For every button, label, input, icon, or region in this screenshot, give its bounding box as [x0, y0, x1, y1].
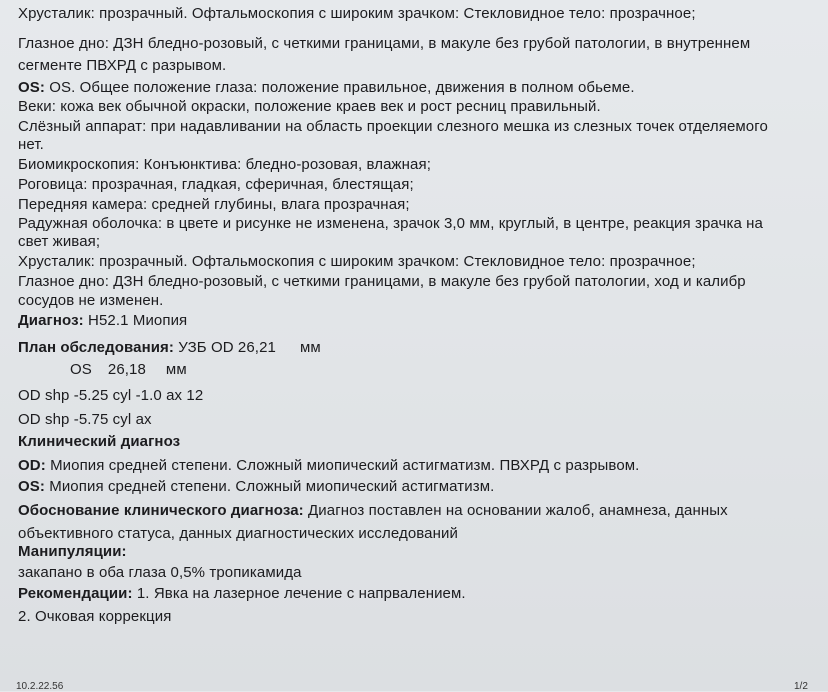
manipulations-heading: Манипуляции:: [18, 543, 127, 560]
lens-exam-line: Хрусталик: прозрачный. Офтальмоскопия с широким зрачком: Стекловидное тело: прозрачное;: [18, 5, 696, 22]
exam-plan-line: [18, 339, 321, 357]
exam-plan-label: План обследования:: [18, 339, 175, 356]
recommendations-label: Рекомендации:: [18, 585, 133, 602]
biomicroscopy-line: Биомикроскопия: Конъюнктива: бледно-розовая, влажная;: [18, 156, 431, 173]
us-os-unit: мм: [165, 361, 187, 378]
anterior-chamber-line: Передняя камера: средней глубины, влага прозрачная;: [18, 196, 410, 213]
iris-line: Радужная оболочка: в цвете и рисунке не изменена, зрачок 3,0 мм, круглый, в центре, реакция зрачка на: [18, 215, 763, 232]
rationale-line: [18, 502, 728, 520]
segment-line: сегменте ПВХРД с разрывом.: [18, 57, 227, 74]
clinical-od-text: Миопия средней степени. Сложный миопический астигматизм. ПВХРД с разрывом.: [45, 457, 640, 474]
diagnosis-label: Диагноз:: [18, 312, 84, 329]
fundus-line-os-cont: сосудов не изменен.: [18, 292, 164, 309]
clinical-os-text: Миопия средней степени. Сложный миопический астигматизм.: [44, 478, 495, 495]
cornea-line: Роговица: прозрачная, гладкая, сферичная, блестящая;: [18, 176, 414, 193]
os-general-line: [18, 79, 635, 97]
clinical-od-label: OD:: [18, 457, 46, 474]
diagnosis-line: [18, 312, 187, 330]
us-os-value: 26,18: [107, 361, 146, 378]
recommendations-text: 1. Явка на лазерное лечение с напрвалением.: [132, 585, 466, 602]
fundus-line-os: Глазное дно: ДЗН бледно-розовый, с четкими границами, в макуле без грубой патологии, ход и калибр: [18, 273, 746, 290]
recommendation-2-line: 2. Очковая коррекция: [18, 608, 172, 625]
footer-page-number: 1/2: [794, 681, 808, 692]
rationale-text: Диагноз поставлен на основании жалоб, анамнеза, данных: [303, 502, 728, 519]
manipulations-text: закапано в оба глаза 0,5% тропикамида: [18, 564, 302, 581]
refraction-od-line-2: OD shp -5.75 cyl ax: [18, 411, 152, 428]
fundus-line: Глазное дно: ДЗН бледно-розовый, с четкими границами, в макуле без грубой патологии, в внутреннем: [18, 35, 751, 52]
recommendations-line: [18, 585, 466, 603]
footer-date: 10.2.22.56: [16, 681, 64, 692]
rationale-line-cont: объективного статуса, данных диагностических исследований: [18, 525, 458, 542]
exam-plan-unit: мм: [299, 339, 321, 356]
exam-plan-text: УЗБ OD 26,21: [174, 339, 276, 356]
rationale-label: Обоснование клинического диагноза:: [18, 502, 304, 519]
lens-exam-line-os: Хрусталик: прозрачный. Офтальмоскопия с широким зрачком: Стекловидное тело: прозрачное;: [18, 253, 696, 270]
clinical-od-line: [18, 457, 639, 475]
us-os-eye: OS: [70, 361, 92, 378]
iris-line-cont: свет живая;: [18, 233, 101, 250]
eyelids-line: Веки: кожа век обычной окраски, положение краев век и рост ресниц правильный.: [18, 98, 601, 115]
clinical-os-label: OS:: [18, 478, 45, 495]
os-general-text: OS. Общее положение глаза: положение правильное, движения в полном обьеме.: [44, 79, 635, 96]
refraction-od-line: OD shp -5.25 cyl -1.0 ax 12: [18, 387, 204, 404]
clinical-os-line: [18, 478, 494, 496]
lacrimal-line: Слёзный аппарат: при надавливании на область проекции слезного мешка из слезных точек отделяемого: [18, 118, 768, 135]
diagnosis-text: H52.1 Миопия: [83, 312, 188, 329]
us-os-line: [70, 361, 187, 379]
clinical-diagnosis-heading: Клинический диагноз: [18, 433, 181, 450]
lacrimal-line-cont: нет.: [18, 136, 44, 153]
os-label: OS:: [18, 79, 45, 96]
